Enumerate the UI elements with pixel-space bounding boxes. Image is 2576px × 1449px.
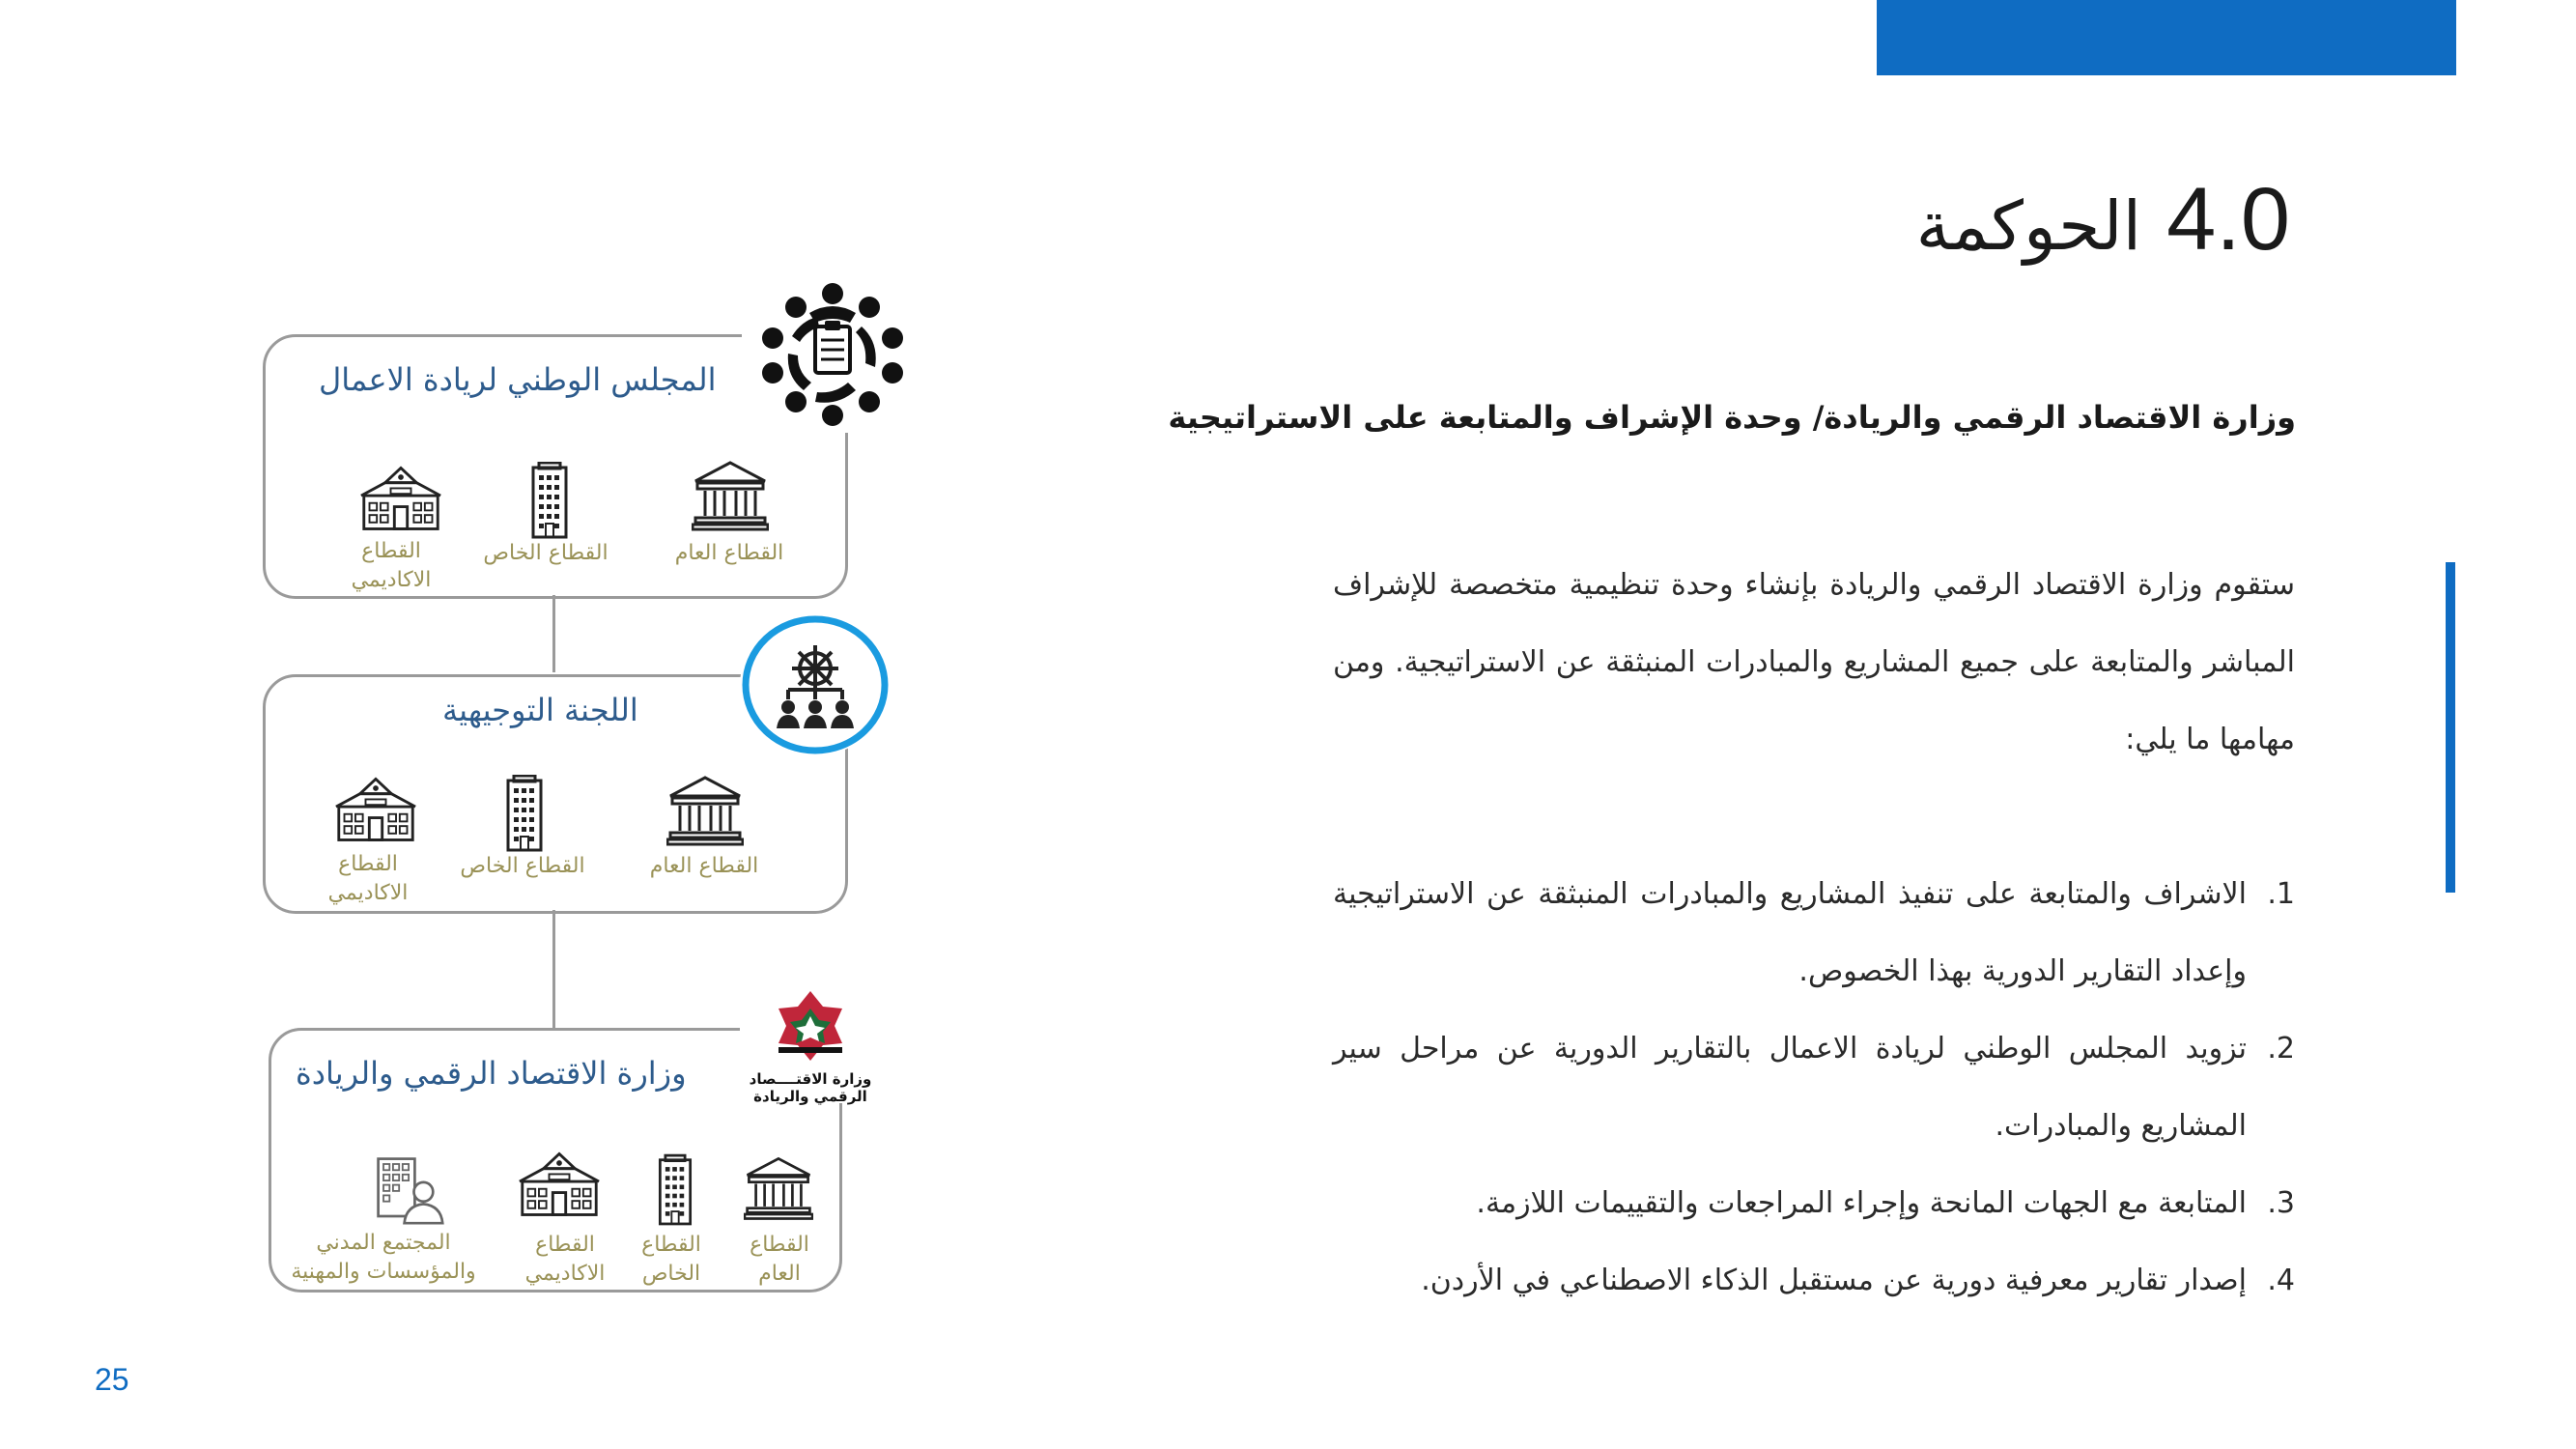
ministry-logo-emblem bbox=[740, 987, 881, 1070]
page-number: 25 bbox=[95, 1362, 129, 1397]
steering-committee-icon bbox=[740, 614, 891, 755]
ministry-logo bbox=[740, 987, 881, 1103]
council-icon-wrap bbox=[742, 278, 923, 433]
list-item: 1. الاشراف والمتابعة على تنفيذ المشاريع والمبادرات المنبثقة عن الاستراتيجية وإعداد التقارير الدورية بهذا الخصوص. bbox=[1333, 877, 2295, 988]
civil-society-icon bbox=[375, 1155, 444, 1225]
council-title: المجلس الوطني لريادة الاعمال bbox=[319, 361, 717, 398]
academic-sector-icon bbox=[359, 464, 442, 531]
committee-icon-wrap bbox=[740, 614, 891, 755]
private-sector-icon bbox=[525, 462, 574, 539]
section-title-text: الحوكمة bbox=[1915, 186, 2142, 266]
list-item: 3. المتابعة مع الجهات المانحة وإجراء المراجعات والتقييمات اللازمة. bbox=[1476, 1186, 2295, 1220]
committee-title: اللجنة التوجيهية bbox=[442, 692, 638, 728]
meeting-table-icon bbox=[742, 278, 923, 433]
side-accent-bar bbox=[2446, 562, 2455, 893]
ministry-title: وزارة الاقتصاد الرقمي والريادة bbox=[296, 1055, 687, 1092]
connector-line bbox=[552, 910, 555, 1028]
private-sector-icon bbox=[653, 1153, 697, 1227]
top-accent-bar bbox=[1877, 0, 2456, 75]
academic-sector-icon bbox=[334, 775, 417, 842]
connector-line bbox=[552, 595, 555, 672]
ministry-sector-civil: المجتمع المدني والمؤسسات والمهنية bbox=[291, 1231, 476, 1284]
list-item: 2. تزويد المجلس الوطني لريادة الاعمال بالتقارير الدورية عن مراحل سير المشاريع والمبادرات. bbox=[1333, 1032, 2295, 1143]
public-sector-icon bbox=[744, 1155, 813, 1221]
ministry-logo-text: وزارة الاقتــــصاد الرقمي والريادة bbox=[749, 1070, 872, 1105]
council-sector-public: القطاع العام bbox=[674, 541, 784, 565]
section-subtitle: وزارة الاقتصاد الرقمي والريادة/ وحدة الإشراف والمتابعة على الاستراتيجية bbox=[1168, 399, 2296, 436]
council-sector-academic: القطاع الاكاديمي bbox=[351, 539, 432, 592]
council-sector-private: القطاع الخاص bbox=[483, 541, 609, 565]
intro-paragraph: ستقوم وزارة الاقتصاد الرقمي والريادة بإنشاء وحدة تنظيمية متخصصة للإشراف المباشر والمتابعة على جميع المشاريع والمبادرات المنبثقة عن الاستراتيجية. ومن مهامها ما يلي: bbox=[1333, 568, 2295, 756]
committee-sector-academic: القطاع الاكاديمي bbox=[327, 852, 409, 905]
section-number: 4.0 bbox=[2166, 170, 2290, 269]
ministry-sector-private: القطاع الخاص bbox=[641, 1233, 701, 1286]
ministry-sector-public: القطاع العام bbox=[750, 1233, 809, 1286]
committee-sector-private: القطاع الخاص bbox=[460, 854, 585, 878]
ministry-sector-academic: القطاع الاكاديمي bbox=[524, 1233, 606, 1286]
section-title bbox=[1916, 169, 2290, 270]
committee-sector-public: القطاع العام bbox=[649, 854, 759, 878]
private-sector-icon bbox=[500, 775, 549, 852]
public-sector-icon bbox=[666, 775, 744, 846]
tasks-list bbox=[1333, 856, 2295, 1320]
list-item: 4. إصدار تقارير معرفية دورية عن مستقبل الذكاء الاصطناعي في الأردن. bbox=[1421, 1264, 2295, 1297]
public-sector-icon bbox=[692, 460, 769, 531]
academic-sector-icon bbox=[518, 1150, 601, 1217]
